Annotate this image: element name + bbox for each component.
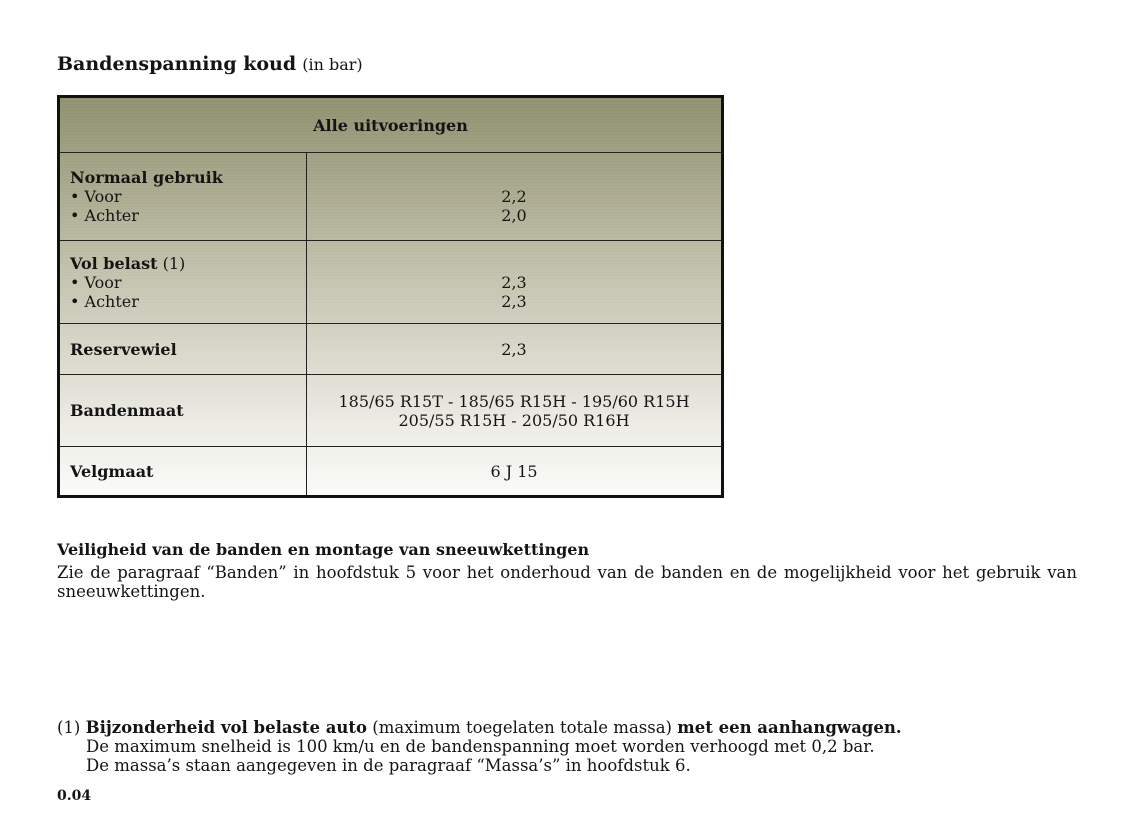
label-tire-size: Bandenmaat [70,401,184,420]
value-rear: 2,3 [501,291,527,311]
row-value-tire-size [307,375,723,447]
tire-pressure-table [57,95,724,498]
table-row [59,153,723,241]
table-row [59,324,723,375]
table-header-row [59,97,723,153]
title-main: Bandenspanning koud [57,53,297,75]
footnote-line-3: De massa’s staan aangegeven in de paragraaf “Massa’s” in hoofdstuk 6. [86,756,691,775]
page-number: 0.04 [57,788,92,804]
sub-front: • Voor [70,187,122,206]
sub-rear: • Achter [70,291,139,311]
tire-size-line-1: 185/65 R15T - 185/65 R15H - 195/60 R15H [338,391,690,411]
sub-front: • Voor [70,272,122,292]
label-normal-use: Normaal gebruik [70,168,223,187]
row-label-tire-size [59,375,307,447]
safety-heading: Veiligheid van de banden en montage van sneeuwkettingen [57,540,590,559]
value-front: 2,2 [501,187,527,206]
row-label-normal-use [59,153,307,241]
table-row [59,241,723,324]
footnote-bold-2: met een aanhangwagen. [677,718,902,737]
value-rear: 2,0 [501,206,527,225]
footnote-bold-1: Bijzonderheid vol belaste auto [85,718,368,737]
table-header: Alle uitvoeringen [59,97,723,153]
footnote-ref: (1) [162,253,186,273]
label-full-load: Vol belast [70,253,158,273]
label-rim-size: Velgmaat [70,461,154,481]
row-label-spare-wheel [59,324,307,375]
row-value-normal-use [307,153,723,241]
table-row [59,447,723,497]
value-spare-wheel: 2,3 [307,324,723,375]
footnote-normal-1: (maximum toegelaten totale massa) [372,718,672,737]
footnote-line-2: De maximum snelheid is 100 km/u en de bandenspanning moet worden verhoogd met 0,2 bar. [86,737,875,756]
value-front: 2,3 [501,272,527,292]
label-spare-wheel: Reservewiel [70,339,177,359]
value-rim-size: 6 J 15 [307,447,723,497]
title-unit: (in bar) [302,55,363,74]
row-value-full-load [307,241,723,324]
page-title [57,52,363,77]
row-label-full-load [59,241,307,324]
safety-body: Zie de paragraaf “Banden” in hoofdstuk 5 voor het onderhoud van de banden en de mogelijkheid voor het gebruik van sneeuwkettingen. [57,563,1077,601]
row-label-rim-size [59,447,307,497]
table-row [59,375,723,447]
sub-rear: • Achter [70,206,139,225]
footnote-line-1 [57,718,1057,737]
footnote [57,718,1057,775]
footnote-marker: (1) [57,718,81,737]
tire-size-line-2: 205/55 R15H - 205/50 R16H [398,410,630,430]
